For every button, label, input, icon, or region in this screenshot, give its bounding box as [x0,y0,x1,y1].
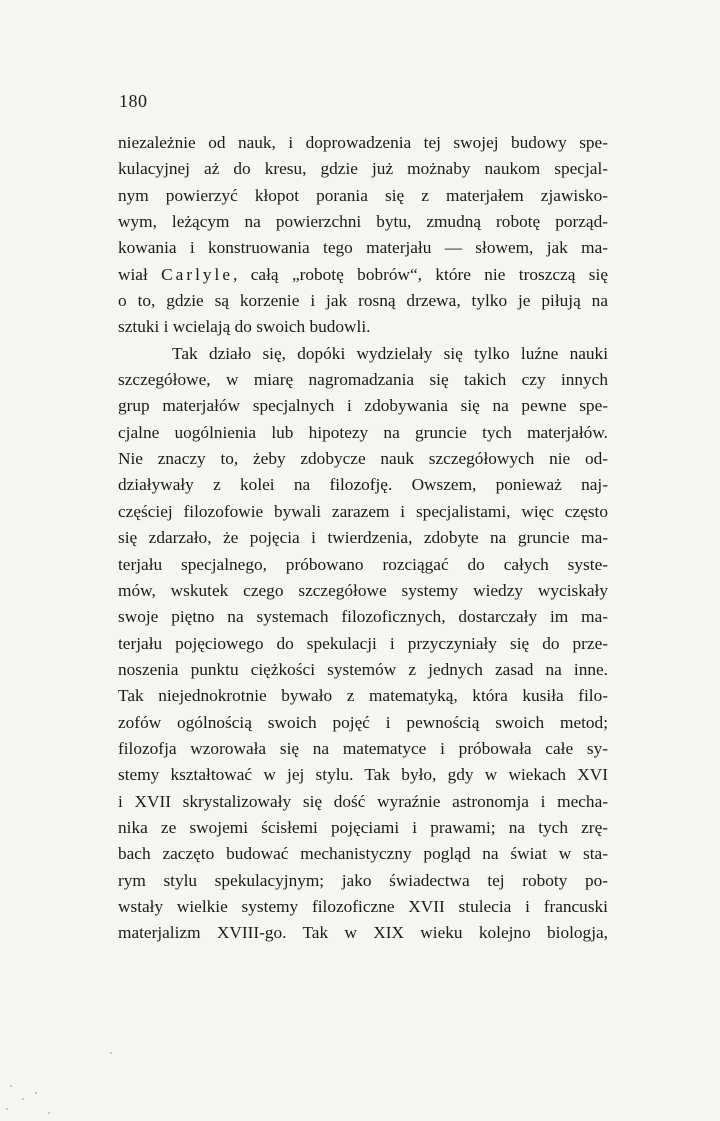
text-line: Nie znaczy to, żeby zdobycze nauk szczegółowych nie od- [118,449,608,469]
text-line: noszenia punktu ciężkości systemów z jednych zasad na inne. [118,659,608,679]
text-line: wstały wielkie systemy filozoficzne XVII stulecia i francuski [118,896,608,916]
paper-speck [10,1085,12,1087]
text-line: mów, wskutek czego szczegółowe systemy wiedzy wyciskały [118,580,608,600]
text-fragment: , całą „robotę bobrów“, które nie troszczą się [233,264,608,284]
text-line: terjału specjalnego, próbowano rozciągać do całych syste- [118,554,608,574]
text-line: materjalizm XVIII-go. Tak w XIX wieku kolejno biologja, [118,923,608,943]
text-line: stemy kształtować w jej stylu. Tak było, gdy w wiekach XVI [118,765,608,785]
text-line: nym powierzyć kłopot porania się z materjałem zjawisko- [118,185,608,205]
text-fragment: wiał [118,264,162,284]
text-line: rym stylu spekulacyjnym; jako świadectwa tej roboty po- [118,870,608,890]
text-line: działywały z kolei na filozofję. Owszem, ponieważ naj- [118,475,608,495]
paper-speck [35,1092,37,1094]
text-line: kowania i konstruowania tego materjału — słowem, jak ma- [118,238,608,258]
text-line: częściej filozofowie bywali zarazem i specjalistami, więc często [118,501,608,521]
text-line: kulacyjnej aż do kresu, gdzie już możnaby naukom specjal- [118,159,608,179]
text-line: szczegółowe, w miarę nagromadzania się takich czy innych [118,370,608,390]
paper-speck [110,1052,112,1054]
text-line: terjału pojęciowego do spekulacji i przyczyniały się do prze- [118,633,608,653]
paper-speck [48,1112,50,1114]
text-line: o to, gdzie są korzenie i jak rosną drzewa, tylko je piłują na [118,291,608,311]
text-line: zofów ogólnością swoich pojęć i pewnością swoich metod; [118,712,608,732]
page-number: 180 [119,91,148,111]
spaced-name-carlyle: Carlyle [161,264,234,284]
text-line: swoje piętno na systemach filozoficznych, dostarczały im ma- [118,607,608,627]
text-line: filozofja wzorowała się na matematyce i próbowała całe sy- [118,738,608,758]
text-line: grup materjałów specjalnych i zdobywania się na pewne spe- [118,396,608,416]
body-text [118,130,608,947]
paper-speck [6,1108,8,1110]
text-line: nika ze swojemi ścisłemi pojęciami i prawami; na tych zrę- [118,817,608,837]
text-line: cjalne uogólnienia lub hipotezy na gruncie tych materjałów. [118,422,608,442]
text-line: i XVII skrystalizowały się dość wyraźnie astronomja i mecha- [118,791,608,811]
text-line: Tak działo się, dopóki wydzielały się tylko luźne nauki [172,343,608,363]
text-line: niezależnie od nauk, i doprowadzenia tej swojej budowy spe- [118,133,608,152]
text-line: bach zaczęto budować mechanistyczny pogląd na świat w sta- [118,844,608,864]
text-line: się zdarzało, że pojęcia i twierdzenia, zdobyte na gruncie ma- [118,528,608,548]
text-line: wym, leżącym na powierzchni bytu, zmudną robotę porząd- [118,212,608,232]
text-line: sztuki i wcielają do swoich budowli. [118,317,371,337]
text-line [118,262,608,288]
paper-speck [22,1098,24,1100]
text-line: Tak niejednokrotnie bywało z matematyką, która kusiła filo- [118,686,608,706]
